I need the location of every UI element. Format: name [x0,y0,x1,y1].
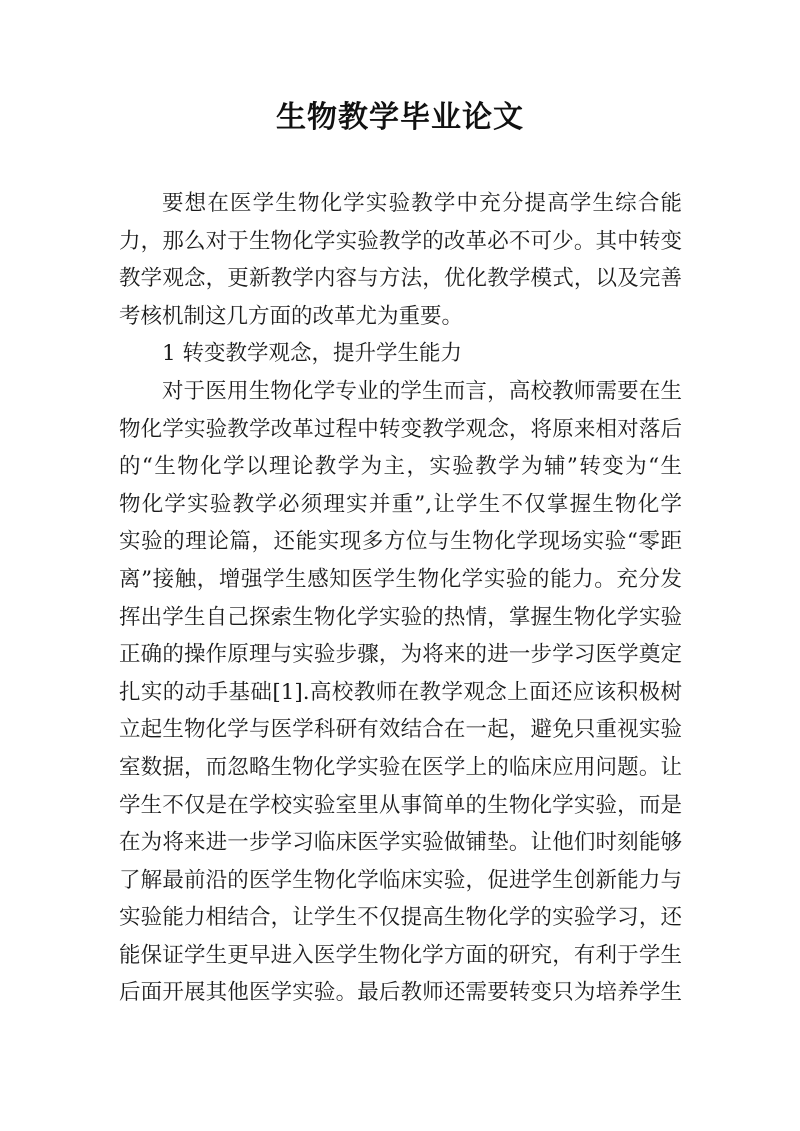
section-heading: 1 转变教学观念，提升学生能力 [162,341,463,367]
text-line: 实验能力相结合，让学生不仅提高生物化学的实验学习，还 [119,905,682,931]
text-line: 的“生物化学以理论教学为主，实验教学为辅”转变为“生 [119,454,682,480]
text-line: 室数据，而忽略生物化学实验在医学上的临床应用问题。让 [119,754,682,780]
text-line: 了解最前沿的医学生物化学临床实验，促进学生创新能力与 [119,867,682,893]
text-line: 立起生物化学与医学科研有效结合在一起，避免只重视实验 [119,717,682,743]
text-line: 离”接触，增强学生感知医学生物化学实验的能力。充分发 [119,566,682,592]
text-line: 对于医用生物化学专业的学生而言，高校教师需要在生 [162,378,682,404]
text-line: 教学观念，更新教学内容与方法，优化教学模式，以及完善 [119,266,682,292]
text-line: 考核机制这几方面的改革尤为重要。 [119,303,464,329]
text-line: 物化学实验教学必须理实并重”,让学生不仅掌握生物化学 [119,491,682,517]
document-body [119,185,682,1012]
text-line: 学生不仅是在学校实验室里从事简单的生物化学实验，而是 [119,792,682,818]
text-line: 力，那么对于生物化学实验教学的改革必不可少。其中转变 [119,228,682,254]
text-line: 后面开展其他医学实验。最后教师还需要转变只为培养学生 [119,980,682,1006]
text-line: 正确的操作原理与实验步骤，为将来的进一步学习医学奠定 [119,642,682,668]
text-line: 实验的理论篇，还能实现多方位与生物化学现场实验“零距 [119,529,682,555]
text-line: 在为将来进一步学习临床医学实验做铺垫。让他们时刻能够 [119,830,682,856]
text-line: 要想在医学生物化学实验教学中充分提高学生综合能 [162,191,682,216]
text-line: 能保证学生更早进入医学生物化学方面的研究，有利于学生 [119,942,682,968]
page-title: 生物教学毕业论文 [276,100,524,135]
text-line: 挥出学生自己探索生物化学实验的热情，掌握生物化学实验 [119,604,682,630]
text-line: 物化学实验教学改革过程中转变教学观念，将原来相对落后 [119,416,682,442]
text-line: 扎实的动手基础[1].高校教师在教学观念上面还应该积极树 [119,679,682,705]
